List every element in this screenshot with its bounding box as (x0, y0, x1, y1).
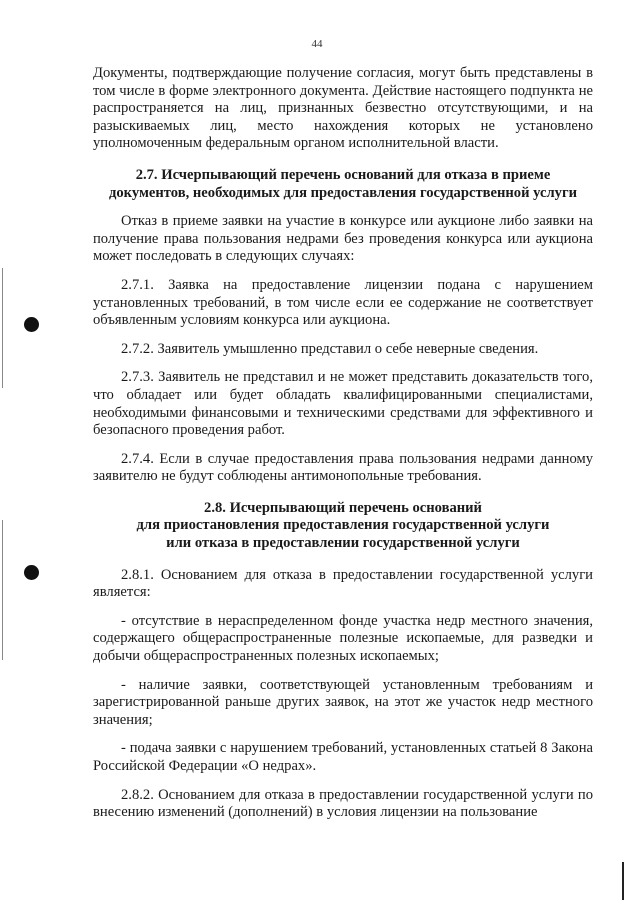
section-heading-line: документов, необходимых для предоставления государственной услуги (109, 184, 577, 201)
section-heading-line: для приостановления предоставления государственной услуги (136, 517, 550, 534)
list-item: - отсутствие в нераспределенном фонде участка недр местного значения, содержащего общераспространенные полезные ископаемые, для разведки и добычи общераспространенных полезных ископаемых; (93, 612, 593, 665)
section-heading-line: или отказа в предоставлении государственной услуги (166, 535, 520, 552)
section-2-8-heading (93, 500, 593, 553)
clause-2-8-2: 2.8.2. Основанием для отказа в предоставлении государственной услуги по внесению изменений (дополнений) в условия лицензии на пользование (93, 786, 593, 821)
clause-2-8-1: 2.8.1. Основанием для отказа в предоставлении государственной услуги является: (93, 566, 593, 601)
section-2-7-lead: Отказ в приеме заявки на участие в конкурсе или аукционе либо заявки на получение права пользования недрами без проведения конкурса или аукциона может последовать в следующих случаях: (93, 213, 593, 265)
clause-2-7-4: 2.7.4. Если в случае предоставления права пользования недрами данному заявителю не будут соблюдены антимонопольные требования. (93, 450, 593, 485)
intro-paragraph: Документы, подтверждающие получение согласия, могут быть представлены в том числе в форме электронного документа. Действие настоящего подпункта не распространяется на лиц, признанных безвестно отсутствующими, и на разыскиваемых лиц, место нахождения которых не установлено уполномоченным федеральным органом исполнительной власти. (93, 65, 593, 152)
list-item: - подача заявки с нарушением требований, установленных статьей 8 Закона Российской Федерации «О недрах». (93, 740, 593, 774)
scan-edge-mark (2, 520, 3, 660)
document-body (93, 65, 593, 822)
section-heading-line: 2.7. Исчерпывающий перечень оснований для отказа в приеме (135, 166, 551, 183)
binder-hole-marker (24, 317, 39, 332)
scan-edge-mark (2, 268, 3, 388)
binder-hole-marker (24, 565, 39, 580)
list-item: - наличие заявки, соответствующей установленным требованиям и зарегистрированной раньше других заявок, на этот же участок недр местного значения; (93, 676, 593, 728)
section-2-7-heading (93, 167, 593, 202)
clause-2-7-3: 2.7.3. Заявитель не представил и не может представить доказательств того, что обладает или будет обладать квалифицированными специалистами, необходимыми финансовыми и техническими средствами для эффективного и безопасного проведения работ. (93, 369, 593, 439)
clause-2-7-1: 2.7.1. Заявка на предоставление лицензии подана с нарушением установленных требований, в том числе если ее содержание не соответствует объявленным условиям конкурса или аукциона. (93, 276, 593, 329)
section-heading-line: 2.8. Исчерпывающий перечень оснований (204, 499, 482, 516)
clause-2-7-2: 2.7.2. Заявитель умышленно представил о себе неверные сведения. (121, 340, 539, 357)
scan-margin-mark (622, 862, 624, 900)
page-number: 44 (311, 38, 323, 50)
